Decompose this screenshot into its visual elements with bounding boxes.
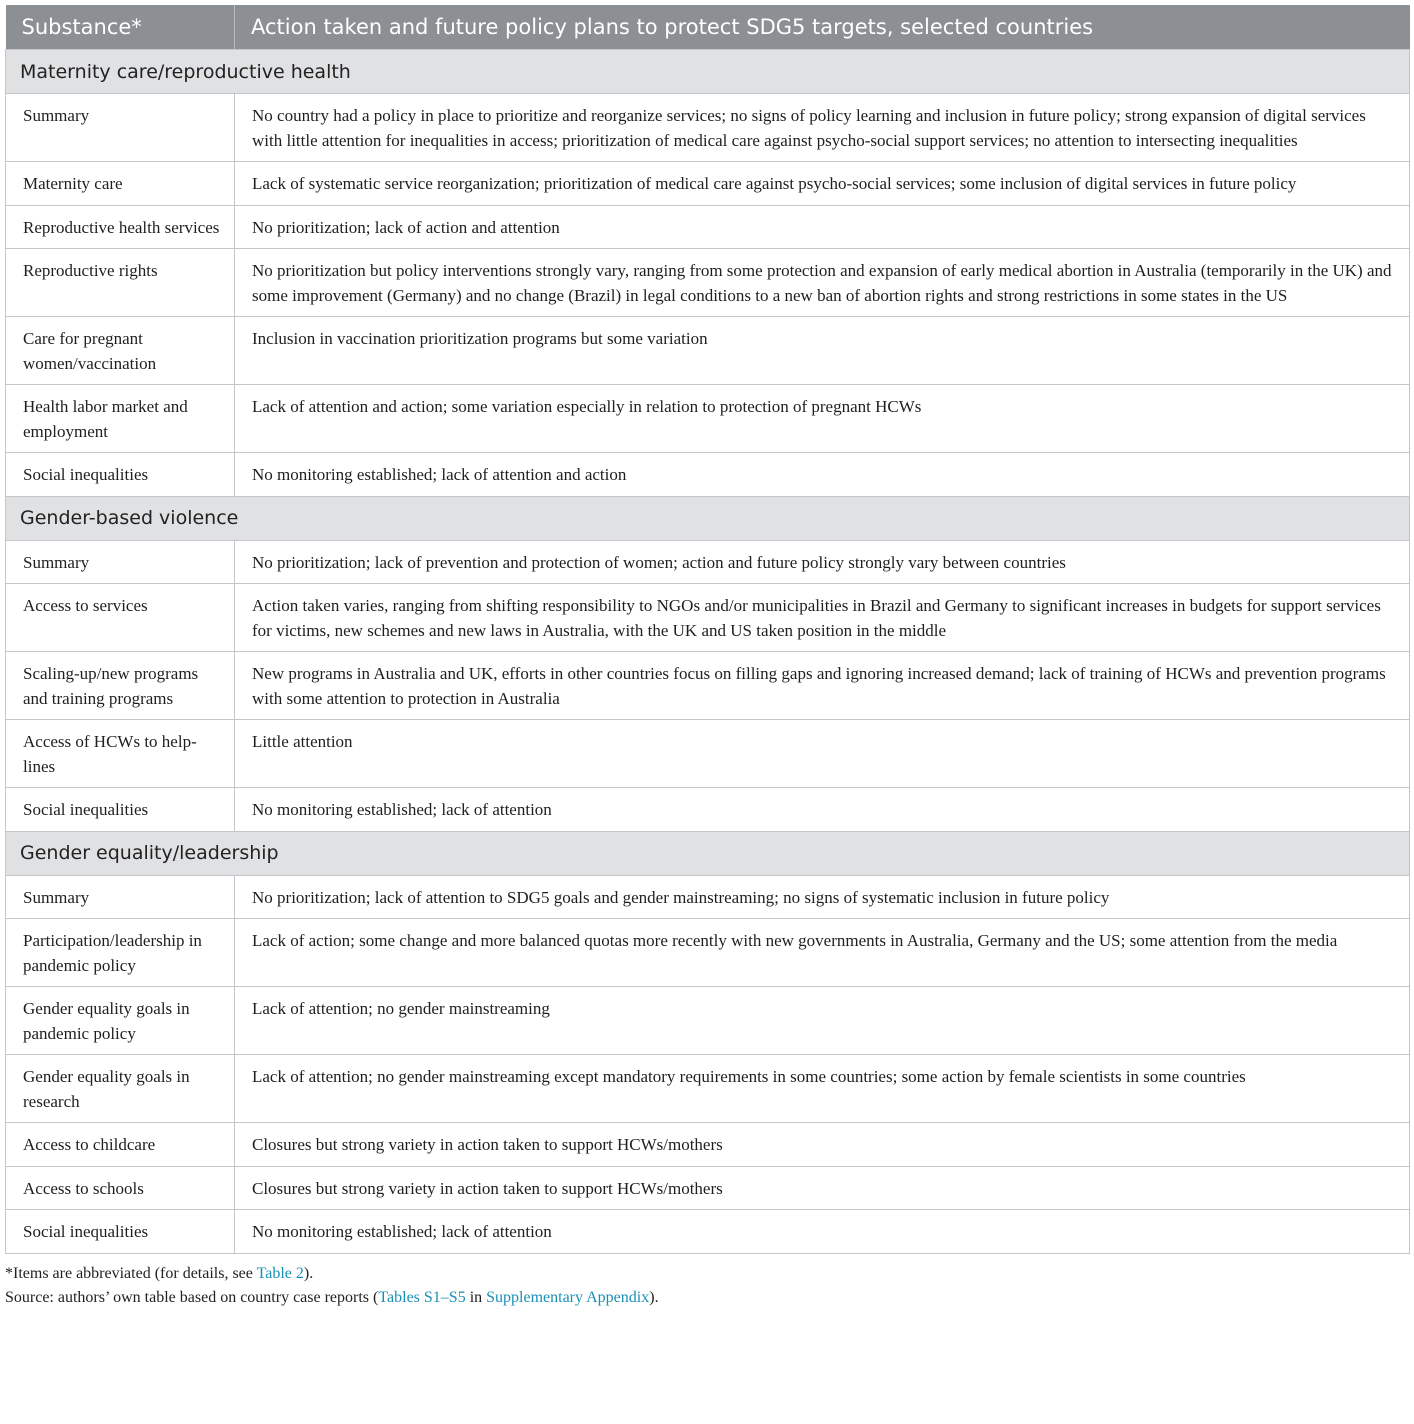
table-row bbox=[6, 249, 1410, 317]
row-label: Care for pregnant women/vaccination bbox=[6, 317, 235, 385]
row-text: New programs in Australia and UK, efforts in other countries focus on filling gaps and ignoring increased demand; lack of training of HCWs and prevention programs with some attention to protection in Australia bbox=[235, 652, 1410, 720]
row-text: Lack of action; some change and more balanced quotas more recently with new governments in Australia, Germany and the US; some attention from the media bbox=[235, 919, 1410, 987]
row-text: No country had a policy in place to prioritize and reorganize services; no signs of policy learning and inclusion in future policy; strong expansion of digital services with little attention for inequalities in access; prioritization of medical care against psycho-social support services; no attention to intersecting inequalities bbox=[235, 94, 1410, 162]
table-row bbox=[6, 317, 1410, 385]
row-text: No monitoring established; lack of attention bbox=[235, 1210, 1410, 1254]
row-label: Health labor market and employment bbox=[6, 385, 235, 453]
row-label: Maternity care bbox=[6, 162, 235, 206]
row-text: Lack of attention; no gender mainstreaming bbox=[235, 987, 1410, 1055]
section-header-row bbox=[6, 496, 1410, 540]
table-row bbox=[6, 94, 1410, 162]
table-row bbox=[6, 540, 1410, 584]
table-footnotes bbox=[5, 1262, 1409, 1311]
table-row bbox=[6, 385, 1410, 453]
table-row bbox=[6, 652, 1410, 720]
row-text: Action taken varies, ranging from shifting responsibility to NGOs and/or municipalities in Brazil and Germany to significant increases in budgets for support services for victims, new schemes and new laws in Australia, with the UK and US taken position in the middle bbox=[235, 584, 1410, 652]
row-text: Lack of attention; no gender mainstreaming except mandatory requirements in some countries; some action by female scientists in some countries bbox=[235, 1055, 1410, 1123]
section-title: Gender-based violence bbox=[6, 496, 1410, 540]
table-row bbox=[6, 1166, 1410, 1210]
table-row bbox=[6, 453, 1410, 497]
row-label: Reproductive rights bbox=[6, 249, 235, 317]
row-text: No prioritization; lack of action and attention bbox=[235, 205, 1410, 249]
table-container bbox=[5, 5, 1409, 1311]
table-header-row bbox=[6, 5, 1410, 50]
row-text: Little attention bbox=[235, 720, 1410, 788]
footnote-text: *Items are abbreviated (for details, see bbox=[5, 1264, 257, 1282]
row-label: Scaling-up/new programs and training programs bbox=[6, 652, 235, 720]
row-label: Access to schools bbox=[6, 1166, 235, 1210]
row-text: No monitoring established; lack of attention bbox=[235, 788, 1410, 832]
table-row bbox=[6, 205, 1410, 249]
footnote-text: ). bbox=[649, 1289, 659, 1306]
header-substance: Substance* bbox=[6, 5, 235, 50]
header-action: Action taken and future policy plans to protect SDG5 targets, selected countries bbox=[235, 5, 1410, 50]
row-label: Social inequalities bbox=[6, 788, 235, 832]
row-text: No monitoring established; lack of attention and action bbox=[235, 453, 1410, 497]
table-row bbox=[6, 1210, 1410, 1254]
row-label: Gender equality goals in research bbox=[6, 1055, 235, 1123]
footnote-abbreviation bbox=[5, 1262, 1409, 1287]
table-row bbox=[6, 1055, 1410, 1123]
footnote-text: Source: authors’ own table based on country case reports ( bbox=[5, 1289, 379, 1306]
section-title: Gender equality/leadership bbox=[6, 831, 1410, 875]
row-label: Social inequalities bbox=[6, 1210, 235, 1254]
footnote-source bbox=[5, 1286, 1409, 1311]
table-body bbox=[6, 50, 1410, 1254]
table-row bbox=[6, 1123, 1410, 1167]
table-row bbox=[6, 919, 1410, 987]
table-row bbox=[6, 788, 1410, 832]
row-label: Reproductive health services bbox=[6, 205, 235, 249]
section-header-row bbox=[6, 831, 1410, 875]
row-text: No prioritization but policy interventions strongly vary, ranging from some protection and expansion of early medical abortion in Australia (temporarily in the UK) and some improvement (Germany) and no change (Brazil) in legal conditions to a new ban of abortion rights and strong restrictions in some states in the US bbox=[235, 249, 1410, 317]
row-text: Lack of systematic service reorganization; prioritization of medical care against psycho-social services; some inclusion of digital services in future policy bbox=[235, 162, 1410, 206]
row-label: Social inequalities bbox=[6, 453, 235, 497]
row-text: Inclusion in vaccination prioritization programs but some variation bbox=[235, 317, 1410, 385]
row-label: Summary bbox=[6, 875, 235, 919]
row-text: Closures but strong variety in action taken to support HCWs/mothers bbox=[235, 1166, 1410, 1210]
table-row bbox=[6, 720, 1410, 788]
table-row bbox=[6, 162, 1410, 206]
supplementary-appendix-link[interactable]: Supplementary Appendix bbox=[486, 1289, 650, 1306]
section-title: Maternity care/reproductive health bbox=[6, 50, 1410, 94]
row-text: No prioritization; lack of prevention and protection of women; action and future policy strongly vary between countries bbox=[235, 540, 1410, 584]
row-text: Closures but strong variety in action taken to support HCWs/mothers bbox=[235, 1123, 1410, 1167]
footnote-text: ). bbox=[303, 1264, 314, 1282]
table-row bbox=[6, 875, 1410, 919]
row-label: Access to services bbox=[6, 584, 235, 652]
row-label: Access to childcare bbox=[6, 1123, 235, 1167]
row-text: No prioritization; lack of attention to SDG5 goals and gender mainstreaming; no signs of systematic inclusion in future policy bbox=[235, 875, 1410, 919]
table-row bbox=[6, 584, 1410, 652]
row-label: Summary bbox=[6, 540, 235, 584]
section-header-row bbox=[6, 50, 1410, 94]
row-text: Lack of attention and action; some variation especially in relation to protection of pregnant HCWs bbox=[235, 385, 1410, 453]
footnote-text: in bbox=[465, 1289, 487, 1306]
table-row bbox=[6, 987, 1410, 1055]
row-label: Access of HCWs to help-lines bbox=[6, 720, 235, 788]
row-label: Gender equality goals in pandemic policy bbox=[6, 987, 235, 1055]
row-label: Summary bbox=[6, 94, 235, 162]
row-label: Participation/leadership in pandemic policy bbox=[6, 919, 235, 987]
policy-table bbox=[5, 5, 1410, 1254]
tables-s1-s5-link[interactable]: Tables S1–S5 bbox=[378, 1289, 466, 1306]
table-2-link[interactable]: Table 2 bbox=[256, 1264, 304, 1282]
